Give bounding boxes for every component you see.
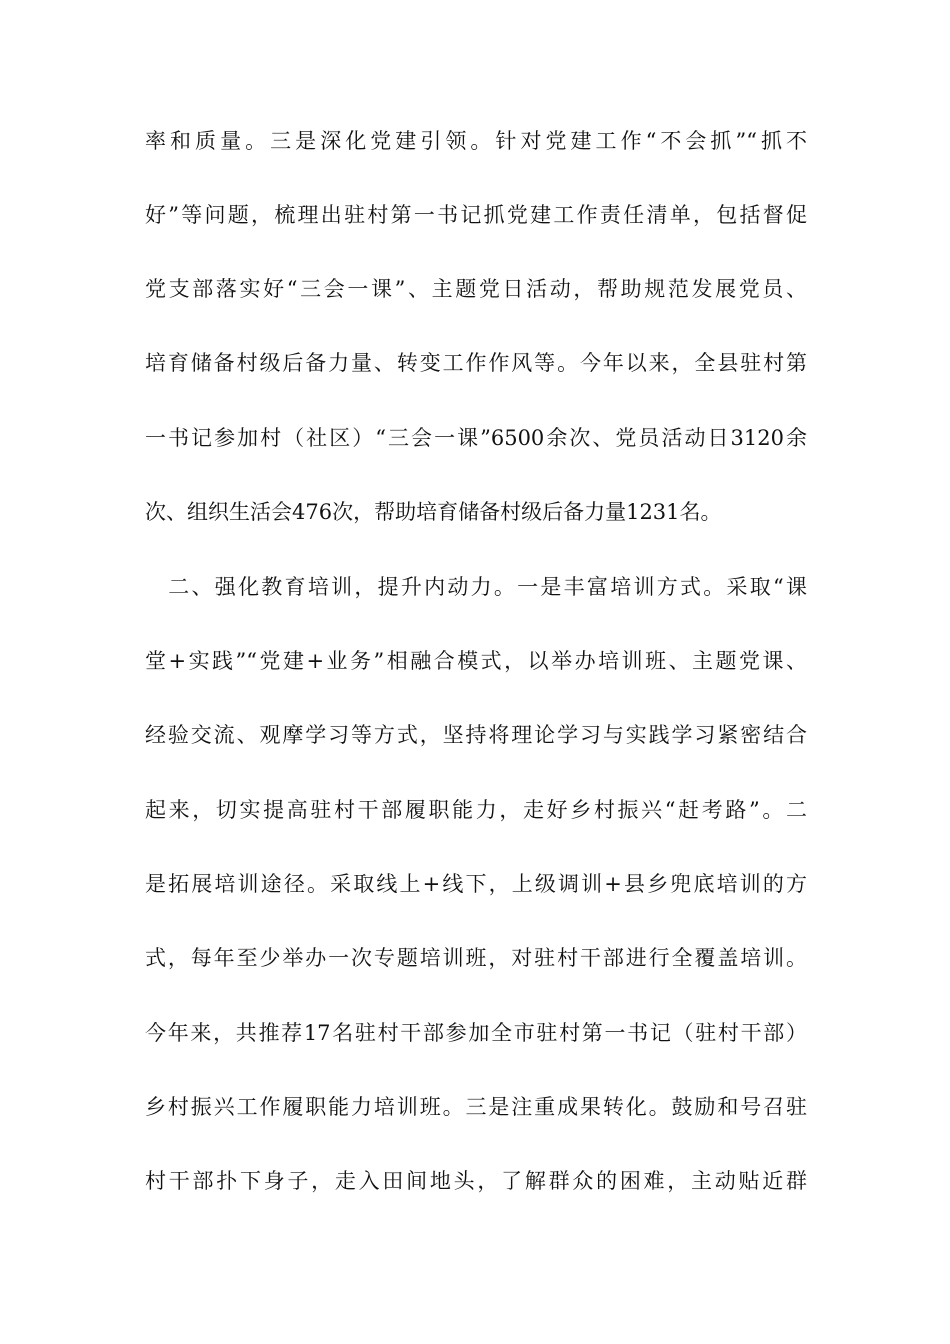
paragraph-line: 乡村振兴工作履职能力培训班。三是注重成果转化。鼓励和号召驻 [145, 1095, 807, 1119]
paragraph-line: 次、组织生活会476次，帮助培育储备村级后备力量1231名。 [145, 500, 722, 524]
paragraph-line: 率和质量。三是深化党建引领。针对党建工作“不会抓”“抓不 [145, 129, 807, 153]
section-heading-line: 二、强化教育培训，提升内动力。一是丰富培训方式。采取“课 [145, 575, 807, 599]
paragraph-line: 是拓展培训途径。采取线上+线下，上级调训+县乡兜底培训的方 [145, 872, 807, 896]
paragraph-line: 起来，切实提高驻村干部履职能力，走好乡村振兴“赶考路”。二 [145, 798, 807, 822]
paragraph-line: 党支部落实好“三会一课”、主题党日活动，帮助规范发展党员、 [145, 277, 807, 301]
paragraph-line: 一书记参加村（社区）“三会一课”6500余次、党员活动日3120余 [145, 426, 807, 450]
paragraph-line: 村干部扑下身子，走入田间地头，了解群众的困难，主动贴近群 [145, 1169, 807, 1193]
paragraph-line: 堂+实践”“党建+业务”相融合模式，以举办培训班、主题党课、 [145, 649, 807, 673]
paragraph-line: 经验交流、观摩学习等方式，坚持将理论学习与实践学习紧密结合 [145, 723, 807, 747]
paragraph-line: 今年来，共推荐17名驻村干部参加全市驻村第一书记（驻村干部） [145, 1021, 807, 1045]
paragraph-line: 式，每年至少举办一次专题培训班，对驻村干部进行全覆盖培训。 [145, 946, 807, 970]
paragraph-line: 培育储备村级后备力量、转变工作作风等。今年以来，全县驻村第 [145, 351, 807, 375]
paragraph-line: 好”等问题，梳理出驻村第一书记抓党建工作责任清单，包括督促 [145, 203, 807, 227]
